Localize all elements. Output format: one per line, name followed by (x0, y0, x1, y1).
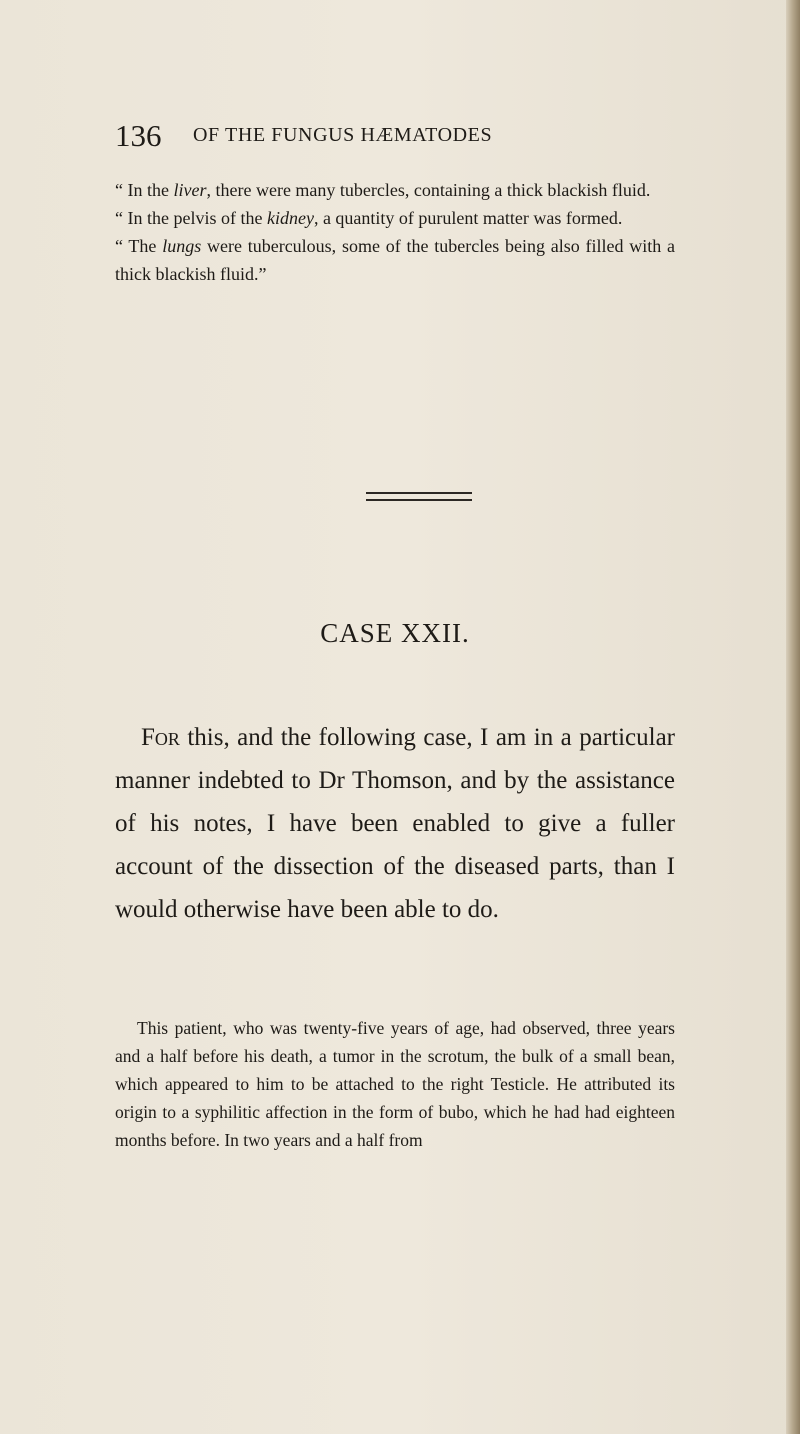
quote-lungs: “ The lungs were tuberculous, some of the tubercles being also filled with a thick blackish fluid.” (115, 236, 675, 284)
quote-kidney: “ In the pelvis of the kidney, a quantity of purulent matter was formed. (115, 208, 623, 228)
body-paragraph (115, 1014, 675, 1154)
case-title: CASE XXII. (320, 618, 470, 648)
running-head: OF THE FUNGUS HÆMATODES (193, 124, 493, 146)
quote-liver: “ In the liver, there were many tubercles, containing a thick blackish fluid. (115, 180, 651, 200)
page-edge (786, 0, 800, 1434)
intro-paragraph (115, 716, 675, 931)
body-text: This patient, who was twenty-five years of age, had observed, three years and a half before his death, a tumor in the scrotum, the bulk of a small bean, which appeared to him to be attached to the right Testicle. He attributed its origin to a syphilitic affection in the form of bubo, which he had had eighteen months before. In two years and a half from (115, 1018, 675, 1150)
page-number: 136 (115, 118, 162, 153)
section-divider (366, 492, 472, 501)
quoted-findings (115, 176, 675, 288)
intro-text: this, and the following case, I am in a particular manner indebted to Dr Thomson, and by the assistance of his notes, I have been enabled to give a fuller account of the dissection of the diseased parts, than I would otherwise have been able to do. (115, 724, 675, 923)
page-header (115, 118, 675, 158)
lead-word: For (141, 724, 180, 751)
